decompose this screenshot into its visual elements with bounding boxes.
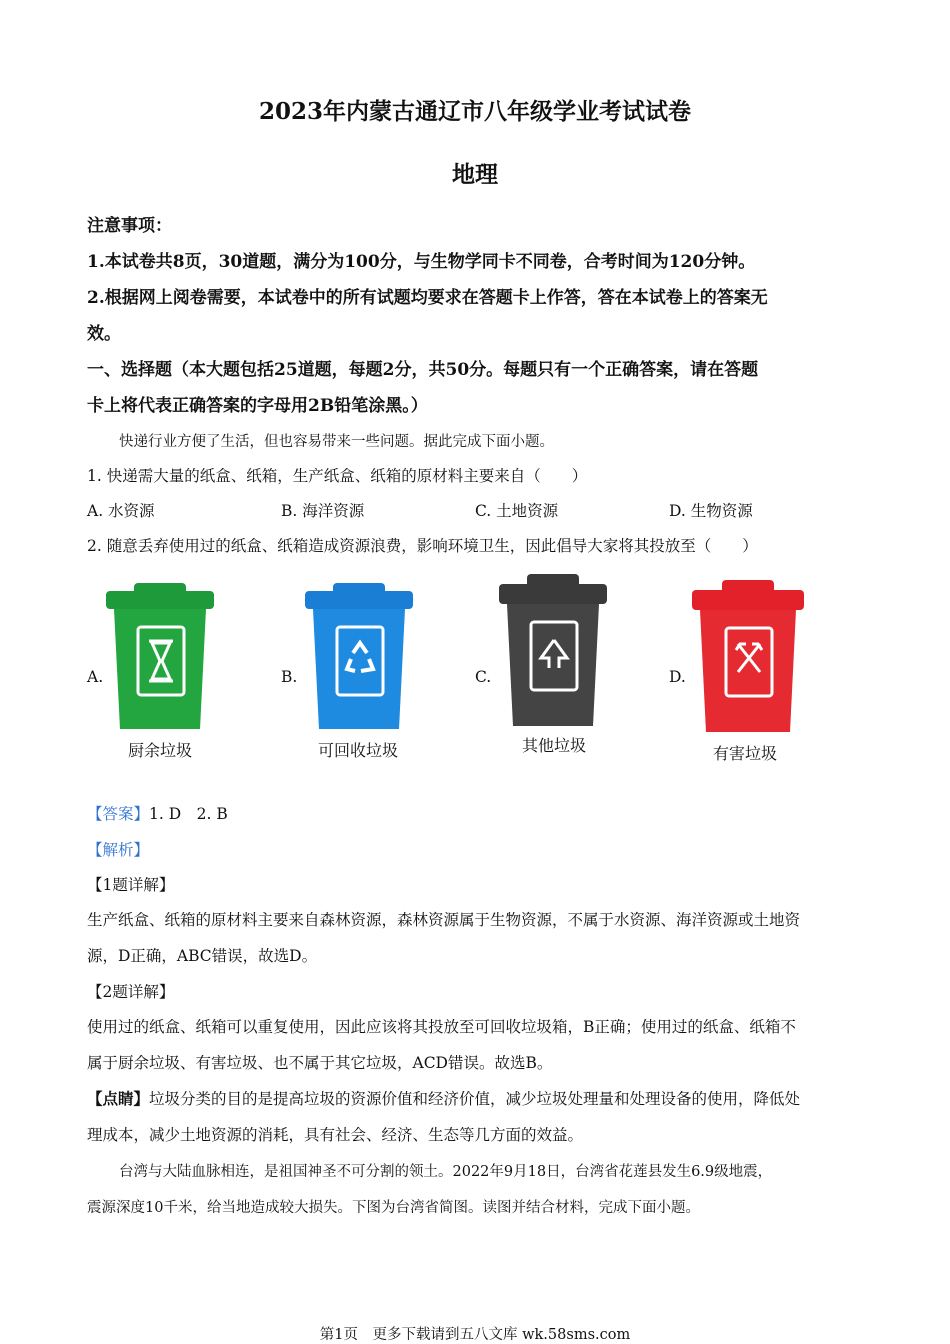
- question-1-stem: 1. 快递需大量的纸盒、纸箱，生产纸盒、纸箱的原材料主要来自（ ）: [87, 467, 588, 485]
- bin-label-c: 其他垃圾: [521, 736, 586, 755]
- answer-text: 1. D 2. B: [149, 805, 228, 823]
- answer-line: [87, 802, 228, 824]
- bin-label-d: 有害垃圾: [712, 744, 777, 763]
- q2-option-a-letter: A.: [87, 668, 104, 686]
- notice-item-1: 1.本试卷共8页，30道题，满分为100分，与生物学同卡不同卷，合考时间为120分钟。: [87, 252, 756, 272]
- detail-2-line-1: 使用过的纸盒、纸箱可以重复使用，因此应该将其投放至可回收垃圾箱，B正确；使用过的纸盒、纸箱不: [87, 1018, 796, 1036]
- question-2-stem: 2. 随意丢弃使用过的纸盒、纸箱造成资源浪费，影响环境卫生，因此倡导大家将其投放至（ ）: [87, 537, 758, 555]
- bin-label-a: 厨余垃圾: [127, 741, 192, 760]
- material-1: 快递行业方便了生活，但也容易带来一些问题。据此完成下面小题。: [119, 434, 554, 450]
- kitchen-waste-bin: [104, 583, 216, 733]
- analysis-tag: 【解析】: [87, 841, 150, 859]
- answer-tag: 【答案】: [87, 805, 150, 823]
- detail-2-line-2: 属于厨余垃圾、有害垃圾、也不属于其它垃圾，ACD错误。故选B。: [87, 1054, 553, 1072]
- comment-text: 垃圾分类的目的是提高垃圾的资源价值和经济价值，减少垃圾处理量和处理设备的使用，降低处: [149, 1090, 801, 1108]
- bin-label-b: 可回收垃圾: [317, 741, 398, 760]
- hazardous-bin: [690, 580, 806, 735]
- comment-line-2: 理成本，减少土地资源的消耗，具有社会、经济、生态等几方面的效益。: [87, 1126, 584, 1144]
- q2-option-d-letter: D.: [669, 668, 686, 686]
- page-footer: 第1页 更多下载请到五八文库 wk.58sms.com: [319, 1327, 631, 1343]
- notice-item-2-cont: 效。: [87, 324, 121, 344]
- material-2-line-2: 震源深度10千米，给当地造成较大损失。下图为台湾省简图。读图并结合材料，完成下面小题。: [87, 1200, 700, 1216]
- detail-2-heading: 【2题详解】: [87, 983, 175, 1001]
- comment-tag: 【点睛】: [87, 1089, 150, 1108]
- notice-item-2: 2.根据网上阅卷需要，本试卷中的所有试题均要求在答题卡上作答，答在本试卷上的答案无: [87, 288, 768, 308]
- notice-heading: 注意事项：: [87, 216, 172, 236]
- q1-option-b: B. 海洋资源: [281, 502, 365, 520]
- q1-option-d: D. 生物资源: [669, 502, 753, 520]
- other-waste-bin: [497, 574, 609, 729]
- page-title: 2023年内蒙古通辽市八年级学业考试试卷: [258, 98, 691, 125]
- q2-option-c-letter: C.: [475, 668, 492, 686]
- q1-option-a: A. 水资源: [87, 502, 155, 520]
- section-heading: 一、选择题（本大题包括25道题，每题2分，共50分。每题只有一个正确答案，请在答题: [87, 360, 759, 380]
- detail-1-line-2: 源，D正确，ABC错误，故选D。: [87, 947, 318, 965]
- recyclable-bin: [303, 583, 415, 733]
- q2-option-b-letter: B.: [281, 668, 298, 686]
- comment-line-1: [87, 1087, 800, 1109]
- q1-option-c: C. 土地资源: [475, 502, 559, 520]
- detail-1-line-1: 生产纸盒、纸箱的原材料主要来自森林资源，森林资源属于生物资源，不属于水资源、海洋资源或土地资: [87, 911, 801, 929]
- material-2-line-1: 台湾与大陆血脉相连，是祖国神圣不可分割的领土。2022年9月18日，台湾省花莲县发生6.9级地震，: [119, 1164, 773, 1180]
- subject-title: 地理: [452, 161, 498, 188]
- section-heading-cont: 卡上将代表正确答案的字母用2B铅笔涂黑。）: [87, 396, 428, 416]
- detail-1-heading: 【1题详解】: [87, 876, 175, 894]
